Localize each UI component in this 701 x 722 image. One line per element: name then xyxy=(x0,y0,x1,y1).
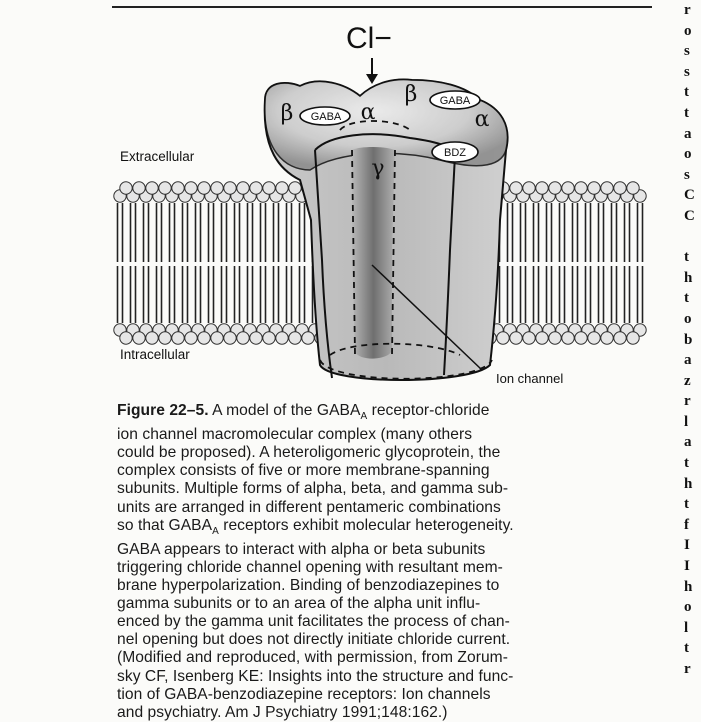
margin-letter: o xyxy=(684,22,692,39)
lipid-head xyxy=(250,332,262,344)
lipid-head xyxy=(237,332,249,344)
margin-letter: r xyxy=(684,2,691,18)
lipid-head xyxy=(276,332,288,344)
ion-channel-label: Ion channel xyxy=(496,371,564,386)
lipid-head xyxy=(536,332,548,344)
gamma-subunit-label: γ xyxy=(371,156,385,181)
alpha-subunit-2: α xyxy=(474,107,490,132)
caption-line-14: (Modified and reproduced, with permission, from Zorum- xyxy=(117,649,508,667)
lipid-head xyxy=(289,182,301,194)
caption-line-7: so that $GABA_A$ receptors exhibit molecular heterogeneity. xyxy=(117,516,514,537)
lipid-head xyxy=(588,332,600,344)
gaba-site-2-label: GABA xyxy=(439,95,471,107)
chloride-ion-label: Cl− xyxy=(346,22,392,55)
margin-letter: h xyxy=(684,578,693,595)
lipid-head xyxy=(146,332,158,344)
margin-letter: s xyxy=(684,166,690,183)
margin-letter: l xyxy=(684,619,689,636)
lipid-head xyxy=(250,182,262,194)
margin-letter: s xyxy=(684,63,690,80)
lipid-head xyxy=(302,332,314,344)
lipid-head xyxy=(263,182,275,194)
margin-letter: t xyxy=(684,496,689,513)
margin-letter: b xyxy=(684,331,693,348)
lipid-head xyxy=(549,332,561,344)
margin-letter: C xyxy=(684,187,695,204)
lipid-head xyxy=(614,332,626,344)
lipid-head xyxy=(198,332,210,344)
caption-line-8: GABA appears to interact with alpha or beta subunits xyxy=(117,540,486,558)
margin-letter: I xyxy=(684,537,690,554)
margin-letter: t xyxy=(684,104,689,121)
margin-letter: t xyxy=(684,249,689,266)
margin-letter: r xyxy=(684,661,691,677)
margin-letter: t xyxy=(684,640,689,657)
caption-line-16: tion of GABA-benzodiazepine receptors: Ion channels xyxy=(117,685,491,703)
caption-line-12: enced by the gamma unit facilitates the process of chan- xyxy=(117,613,510,631)
caption-line-4: complex consists of five or more membrane-spanning xyxy=(117,462,490,480)
margin-letter xyxy=(684,227,701,248)
caption-line-11: gamma subunits or to an area of the alpha unit influ- xyxy=(117,595,481,613)
margin-letter: o xyxy=(684,310,692,327)
lipid-head xyxy=(562,332,574,344)
caption-line-9: triggering chloride channel opening with resultant mem- xyxy=(117,558,503,576)
lipid-head xyxy=(523,182,535,194)
margin-letter: I xyxy=(684,558,690,575)
margin-letter: r xyxy=(684,393,691,410)
margin-letter: C xyxy=(684,207,695,224)
margin-letter: s xyxy=(684,43,690,60)
caption-line-1: A model of the $GABA_A$ receptor-chloride xyxy=(212,402,490,423)
lipid-head xyxy=(133,182,145,194)
margin-letter: f xyxy=(684,516,689,533)
lipid-head xyxy=(575,332,587,344)
adjacent-column-fragment xyxy=(684,0,701,701)
lipid-head xyxy=(120,182,132,194)
margin-letter: a xyxy=(684,125,692,142)
lipid-head xyxy=(289,332,301,344)
lipid-head xyxy=(185,332,197,344)
lipid-head xyxy=(601,332,613,344)
lipid-head xyxy=(614,182,626,194)
lipid-head xyxy=(211,332,223,344)
lipid-head xyxy=(575,182,587,194)
margin-letter: o xyxy=(684,146,692,163)
lipid-head xyxy=(185,182,197,194)
bdz-site-label: BDZ xyxy=(444,147,466,159)
lipid-head xyxy=(601,182,613,194)
lipid-head xyxy=(497,332,509,344)
beta-subunit-2: β xyxy=(404,82,418,107)
lipid-head xyxy=(224,332,236,344)
lipid-head xyxy=(523,332,535,344)
lipid-head xyxy=(510,182,522,194)
intracellular-label: Intracellular xyxy=(120,347,190,362)
margin-letter: z xyxy=(684,372,691,389)
lipid-head xyxy=(159,182,171,194)
lipid-head xyxy=(211,182,223,194)
lipid-head xyxy=(562,182,574,194)
caption-line-5: subunits. Multiple forms of alpha, beta, and gamma sub- xyxy=(117,480,509,498)
beta-subunit-1: β xyxy=(280,101,294,126)
margin-letter: h xyxy=(684,269,693,286)
caption-line-15: sky CF, Isenberg KE: Insights into the structure and func- xyxy=(117,667,514,685)
caption-line-10: brane hyperpolarization. Binding of benzodiazepines to xyxy=(117,577,500,595)
margin-letter: h xyxy=(684,475,693,492)
caption-line-6: units are arranged in different pentameric combinations xyxy=(117,498,501,516)
figure-caption xyxy=(117,402,654,722)
lipid-head xyxy=(224,182,236,194)
ion-arrow xyxy=(366,58,378,84)
alpha-subunit-1: α xyxy=(360,100,376,125)
lipid-head xyxy=(627,182,639,194)
caption-line-2: ion channel macromolecular complex (many others xyxy=(117,426,473,444)
caption-line-17: and psychiatry. Am J Psychiatry 1991;148:162.) xyxy=(117,703,448,721)
lipid-head xyxy=(536,182,548,194)
extracellular-label: Extracellular xyxy=(120,149,195,164)
margin-letter: a xyxy=(684,434,692,451)
lipid-head xyxy=(198,182,210,194)
gaba-site-1-label: GABA xyxy=(310,111,342,123)
lipid-head xyxy=(120,332,132,344)
lipid-head xyxy=(172,182,184,194)
lipid-head xyxy=(627,332,639,344)
caption-line-3: could be proposed). A heteroligomeric glycoprotein, the xyxy=(117,444,501,462)
lipid-head xyxy=(588,182,600,194)
lipid-head xyxy=(549,182,561,194)
margin-letter: l xyxy=(684,413,689,430)
caption-label: Figure 22–5. xyxy=(117,402,209,419)
margin-letter: t xyxy=(684,84,689,101)
margin-letter: t xyxy=(684,455,689,472)
margin-letter: a xyxy=(684,352,692,369)
lipid-head xyxy=(263,332,275,344)
margin-letter: o xyxy=(684,599,692,616)
lipid-head xyxy=(146,182,158,194)
lipid-head xyxy=(237,182,249,194)
margin-letter: t xyxy=(684,290,689,307)
lipid-head xyxy=(510,332,522,344)
lipid-head xyxy=(159,332,171,344)
lipid-head xyxy=(276,182,288,194)
lipid-head xyxy=(133,332,145,344)
caption-line-13: nel opening but does not directly initiate chloride current. xyxy=(117,631,511,649)
lipid-head xyxy=(172,332,184,344)
